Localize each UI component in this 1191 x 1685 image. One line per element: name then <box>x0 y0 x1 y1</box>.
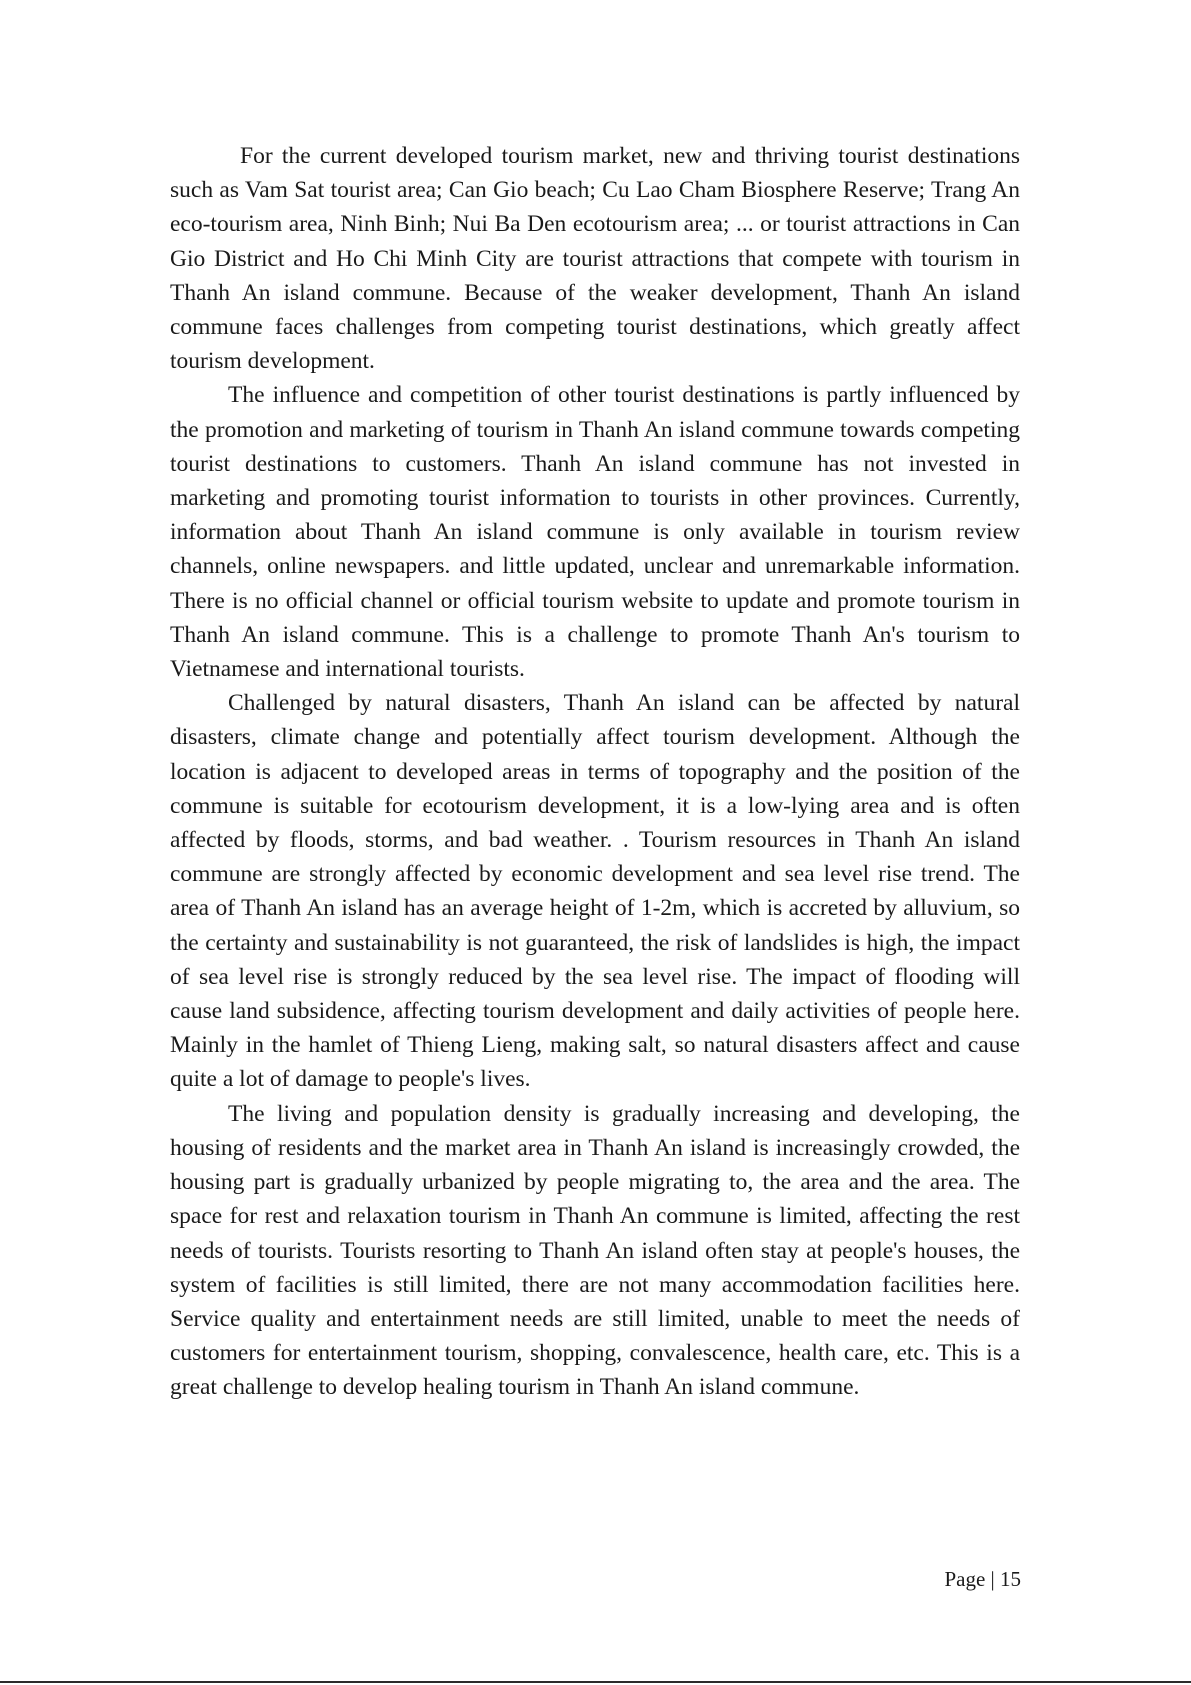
paragraph-population-density: The living and population density is gradually increasing and developing, the housing of residents and the market area in Thanh An island is increasingly crowded, the housing part is gradually urbanized by people migrating to, the area and the area. The space for rest and relaxation tourism in Thanh An commune is limited, affecting the rest needs of tourists. Tourists resorting to Thanh An island often stay at people's houses, the system of facilities is still limited, there are not many accommodation facilities here. Service quality and entertainment needs are still limited, unable to meet the needs of customers for entertainment tourism, shopping, convalescence, health care, etc. This is a great challenge to develop healing tourism in Thanh An island commune. <box>170 1100 1020 1401</box>
bottom-rule <box>0 1681 1191 1683</box>
paragraph-competing-destinations: For the current developed tourism market, new and thriving tourist destinations such as Vam Sat tourist area; Can Gio beach; Cu Lao Cham Biosphere Reserve; Trang An eco-tourism area, Ninh Binh; Nui Ba Den ecotourism area; ... or tourist attractions in Can Gio District and Ho Chi Minh City are tourist attractions that compete with tourism in Thanh An island commune. Because of the weaker development, Thanh An island commune faces challenges from competing tourist destinations, which greatly affect tourism development. <box>170 143 1020 375</box>
paragraph-natural-disasters: Challenged by natural disasters, Thanh An island can be affected by natural disasters, climate change and potentially affect tourism development. Although the location is adjacent to developed areas in terms of topography and the position of the commune is suitable for ecotourism development, it is a low-lying area and is often affected by floods, storms, and bad weather. . Tourism resources in Thanh An island commune are strongly affected by economic development and sea level rise trend. The area of Thanh An island has an average height of 1-2m, which is accreted by alluvium, so the certainty and sustainability is not guaranteed, the risk of landslides is high, the impact of sea level rise is strongly reduced by the sea level rise. The impact of flooding will cause land subsidence, affecting tourism development and daily activities of people here. Mainly in the hamlet of Thieng Lieng, making salt, so natural disasters affect and cause quite a lot of damage to people's lives. <box>170 690 1020 1093</box>
page-number: Page | 15 <box>944 1567 1021 1591</box>
paragraph-promotion-marketing: The influence and competition of other tourist destinations is partly influenced by the promotion and marketing of tourism in Thanh An island commune towards competing tourist destinations to customers. Thanh An island commune has not invested in marketing and promoting tourist information to tourists in other provinces. Currently, information about Thanh An island commune is only available in tourism review channels, online newspapers. and little updated, unclear and unremarkable information. There is no official channel or official tourism website to update and promote tourism in Thanh An island commune. This is a challenge to promote Thanh An's tourism to Vietnamese and international tourists. <box>170 382 1020 683</box>
body-text <box>170 139 1020 1405</box>
